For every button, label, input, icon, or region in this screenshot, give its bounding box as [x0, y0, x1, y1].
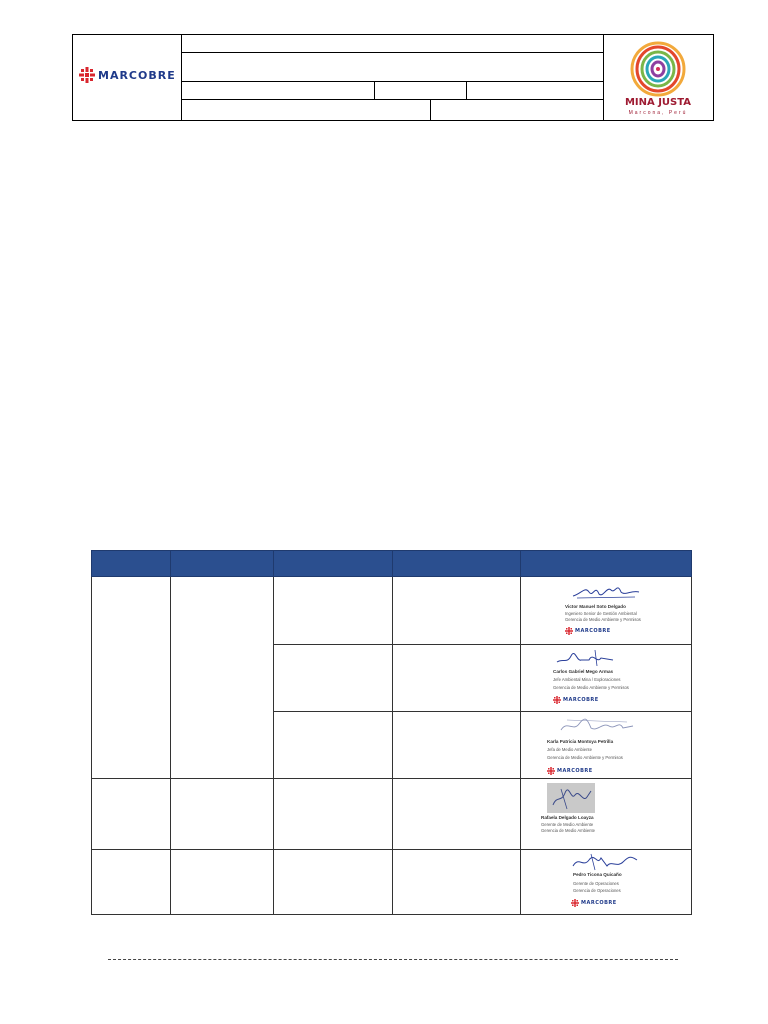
signatory-name: Karla Patricia Montoya Petrilla — [547, 739, 614, 744]
signature-block — [521, 779, 691, 849]
marcobre-logo — [79, 63, 179, 87]
marcobre-emblem-icon — [547, 767, 555, 775]
table-cell — [92, 577, 171, 779]
header-divider — [603, 35, 604, 120]
handwritten-signature — [571, 580, 641, 602]
header-cell — [521, 551, 692, 577]
mina-justa-logo — [608, 41, 708, 117]
marcobre-logo — [571, 899, 617, 907]
fingerprint-emblem-icon — [608, 41, 708, 97]
signature-block — [521, 712, 691, 778]
signature-block — [521, 850, 691, 914]
signatory-title: Jefa de Medio Ambiente — [547, 747, 592, 752]
table-row — [92, 850, 692, 915]
table-cell — [393, 712, 521, 779]
handwritten-signature — [555, 648, 615, 668]
marcobre-emblem-icon — [553, 696, 561, 704]
document-header — [72, 34, 714, 121]
header-row-divider — [181, 99, 603, 100]
header-divider — [181, 35, 182, 120]
handwritten-signature — [547, 783, 595, 813]
signature-cell — [521, 712, 692, 779]
header-cell-divider — [430, 99, 431, 121]
table-cell — [92, 779, 171, 850]
table-cell — [393, 577, 521, 645]
signatory-department: Gerencia de Medio Ambiente y Permisos — [547, 755, 623, 760]
signatory-title: Ingeniero Senior de Gestión Ambiental — [565, 611, 637, 616]
signatory-title: Gerente de Operaciones — [573, 881, 619, 886]
marcobre-wordmark: MARCOBRE — [575, 628, 611, 634]
table-cell — [393, 779, 521, 850]
signature-cell — [521, 645, 692, 712]
signature-cell — [521, 850, 692, 915]
signatory-department: Gerencia de Medio Ambiente y Permisos — [565, 617, 641, 622]
signature-cell — [521, 779, 692, 850]
signatory-title: Gerente de Medio Ambiente — [541, 822, 594, 827]
signature-cell — [521, 577, 692, 645]
signatory-title: Jefe Ambiental Mina / Exploraciones — [553, 677, 621, 682]
handwritten-signature — [557, 714, 637, 736]
signatory-name: Victor Manuel Soto Delgado — [565, 604, 626, 609]
approvals-table — [91, 550, 692, 915]
marcobre-wordmark: MARCOBRE — [563, 697, 599, 703]
table-cell — [274, 779, 393, 850]
table-row — [92, 577, 692, 645]
table-cell — [274, 712, 393, 779]
marcobre-emblem-icon — [571, 899, 579, 907]
table-row — [92, 779, 692, 850]
header-cell-divider — [466, 81, 467, 99]
table-cell — [393, 850, 521, 915]
header-cell-divider — [374, 81, 375, 99]
table-cell — [274, 577, 393, 645]
signature-block — [521, 577, 691, 644]
table-cell — [171, 850, 274, 915]
table-cell — [393, 645, 521, 712]
signatory-name: Carlos Gabriel Mego Armas — [553, 669, 614, 674]
header-cell — [274, 551, 393, 577]
mina-justa-tagline: Marcona, Perú — [628, 110, 688, 116]
marcobre-emblem-icon — [79, 67, 95, 83]
signatory-department: Gerencia de Medio Ambiente y Permisos — [553, 685, 629, 690]
header-row-divider — [181, 52, 603, 53]
marcobre-logo — [565, 627, 611, 635]
table-cell — [274, 850, 393, 915]
header-cell — [171, 551, 274, 577]
handwritten-signature — [571, 850, 641, 872]
table-cell — [171, 779, 274, 850]
marcobre-logo — [547, 767, 593, 775]
table-cell — [171, 577, 274, 779]
marcobre-logo — [553, 696, 599, 704]
table-cell — [274, 645, 393, 712]
signatory-department: Gerencia de Operaciones — [573, 888, 621, 893]
signature-photo — [547, 783, 595, 813]
header-cell — [92, 551, 171, 577]
header-cell — [393, 551, 521, 577]
footer-separator — [108, 959, 678, 960]
table-cell — [92, 850, 171, 915]
signatory-department: Gerencia de Medio Ambiente — [541, 828, 596, 833]
mina-justa-wordmark: MINA JUSTA — [624, 97, 692, 108]
signatory-name: Rafaela Delgado Loayza — [541, 815, 594, 820]
marcobre-wordmark: MARCOBRE — [581, 900, 617, 906]
approvals-header-row — [92, 551, 692, 577]
marcobre-emblem-icon — [565, 627, 573, 635]
marcobre-wordmark: MARCOBRE — [557, 768, 593, 774]
marcobre-wordmark: MARCOBRE — [98, 68, 176, 82]
header-row-divider — [181, 81, 603, 82]
signatory-name: Pedro Ticona Quicaño — [573, 872, 622, 877]
signature-block — [521, 645, 691, 711]
